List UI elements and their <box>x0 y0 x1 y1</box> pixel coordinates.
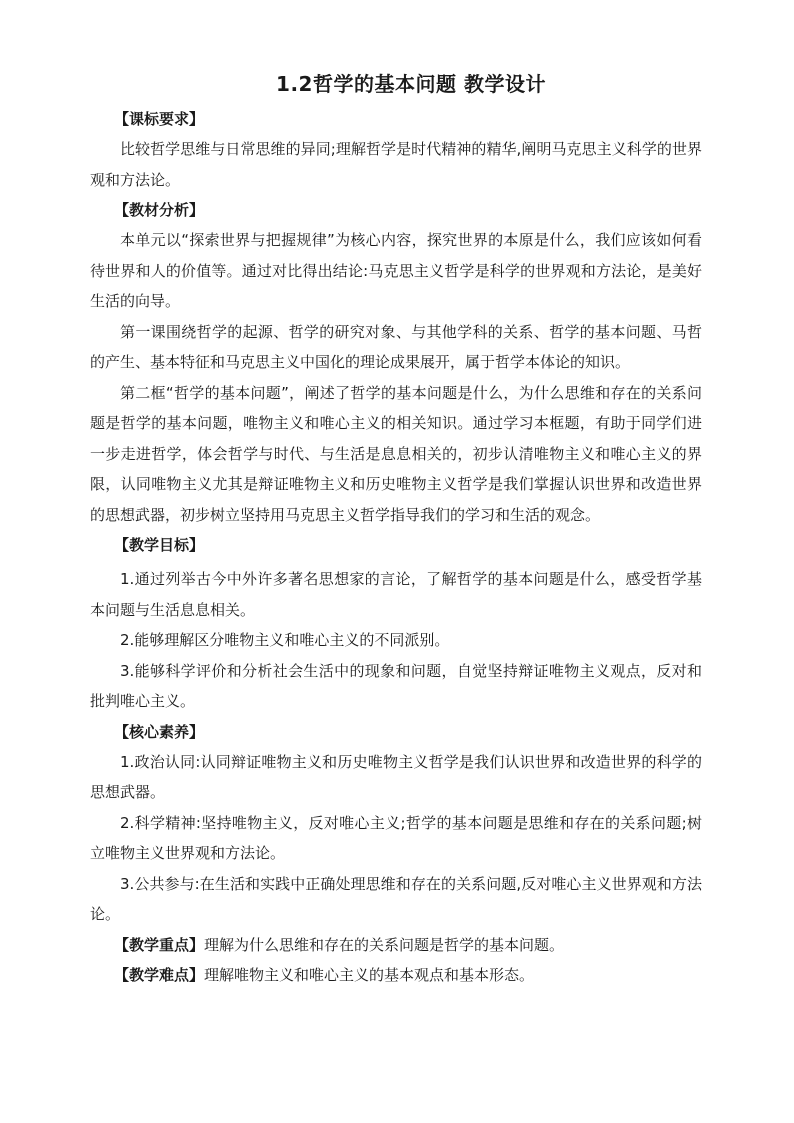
section-teaching-difficulty <box>90 960 702 991</box>
section-teaching-objectives <box>90 530 702 717</box>
teaching-focus-text: 理解为什么思维和存在的关系问题是哲学的基本问题。 <box>204 935 565 954</box>
paragraph: 第二框“哲学的基本问题”，阐述了哲学的基本问题是什么，为什么思维和存在的关系问题是哲学的基本问题，唯物主义和唯心主义的相关知识。通过学习本框题，有助于同学们进一步走进哲学，体会哲学与时代、与生活是息息相关的，初步认清唯物主义和唯心主义的界限，认同唯物主义尤其是辩证唯物主义和历史唯物主义哲学是我们掌握认识世界和改造世界的思想武器，初步树立坚持用马克思主义哲学指导我们的学习和生活的观念。 <box>90 383 702 524</box>
list-item: 2.科学精神:坚持唯物主义，反对唯心主义;哲学的基本问题是思维和存在的关系问题;树立唯物主义世界观和方法论。 <box>90 813 702 862</box>
section-heading-teaching-objectives: 【教学目标】 <box>114 536 205 554</box>
list-item: 3.公共参与:在生活和实践中正确处理思维和存在的关系问题,反对唯心主义世界观和方法论。 <box>90 874 702 923</box>
section-heading-teaching-difficulty: 【教学难点】 <box>114 966 205 984</box>
section-textbook-analysis <box>90 195 702 530</box>
document-title: 1.2哲学的基本问题 教学设计 <box>276 72 546 96</box>
paragraph: 第一课围绕哲学的起源、哲学的研究对象、与其他学科的关系、哲学的基本问题、马哲的产生、基本特征和马克思主义中国化的理论成果展开，属于哲学本体论的知识。 <box>90 322 702 371</box>
teaching-focus-line <box>90 930 702 961</box>
paragraph: 本单元以“探索世界与把握规律”为核心内容，探究世界的本原是什么，我们应该如何看待世界和人的价值等。通过对比得出结论:马克思主义哲学是科学的世界观和方法论，是美好生活的向导。 <box>90 231 702 310</box>
list-item: 3.能够科学评价和分析社会生活中的现象和问题，自觉坚持辩证唯物主义观点，反对和批判唯心主义。 <box>90 661 702 710</box>
list-item: 2.能够理解区分唯物主义和唯心主义的不同派别。 <box>120 631 450 649</box>
section-heading-curriculum-requirements: 【课标要求】 <box>114 110 205 128</box>
teaching-difficulty-line <box>90 960 702 991</box>
section-heading-textbook-analysis: 【教材分析】 <box>114 201 205 219</box>
paragraph: 比较哲学思维与日常思维的异同;理解哲学是时代精神的精华,阐明马克思主义科学的世界观和方法论。 <box>90 140 702 189</box>
teaching-difficulty-text: 理解唯物主义和唯心主义的基本观点和基本形态。 <box>204 966 535 984</box>
document-page <box>90 70 702 991</box>
section-core-literacy <box>90 717 702 930</box>
list-item: 1.通过列举古今中外许多著名思想家的言论，了解哲学的基本问题是什么，感受哲学基本问题与生活息息相关。 <box>90 570 702 619</box>
section-curriculum-requirements <box>90 104 702 195</box>
list-item: 1.政治认同:认同辩证唯物主义和历史唯物主义哲学是我们认识世界和改造世界的科学的思想武器。 <box>90 752 702 801</box>
section-heading-teaching-focus: 【教学重点】 <box>114 935 205 954</box>
section-heading-core-literacy: 【核心素养】 <box>114 722 205 741</box>
section-teaching-focus <box>90 930 702 961</box>
